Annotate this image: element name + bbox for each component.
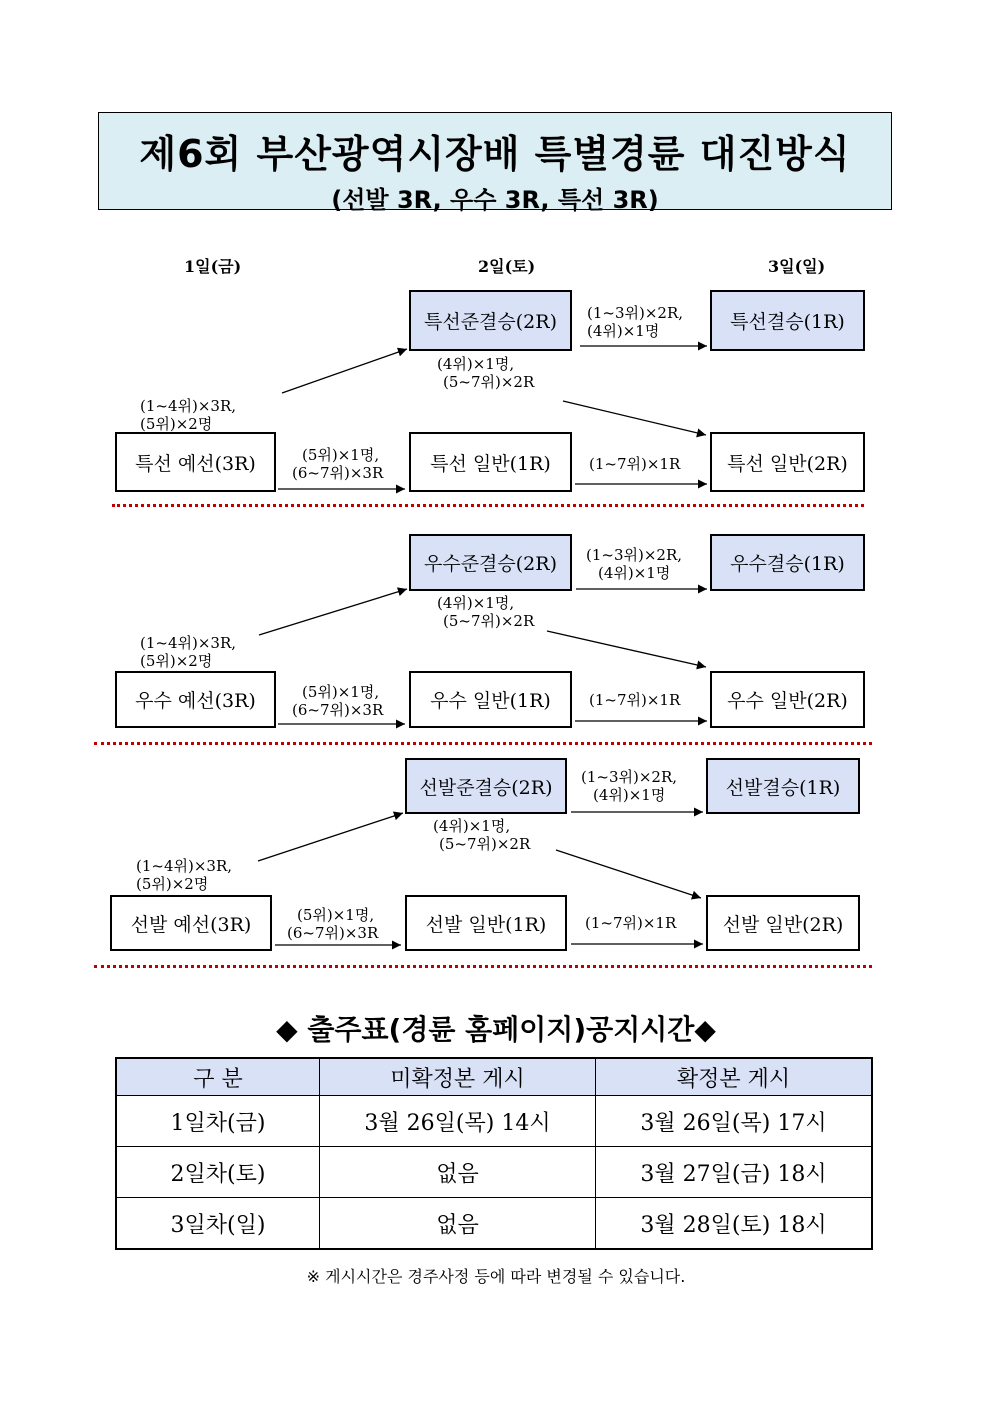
table-cell: 1일차(금) bbox=[116, 1096, 320, 1147]
node-s3-final: 선발결승(1R) bbox=[706, 758, 860, 814]
label-s2-prelim-right: (5위)×1명, (6~7위)×3R bbox=[292, 683, 384, 719]
node-s2-general-day2: 우수 일반(1R) bbox=[409, 671, 572, 728]
label-s1-semi-final: (1~3위)×2R, (4위)×1명 bbox=[587, 304, 684, 340]
node-s1-general-day3: 특선 일반(2R) bbox=[710, 432, 865, 492]
table-cell: 없음 bbox=[320, 1147, 596, 1198]
table-row bbox=[116, 1147, 872, 1198]
label-s1-general: (1~7위)×1R bbox=[589, 455, 681, 473]
label-s2-prelim-up: (1~4위)×3R, (5위)×2명 bbox=[140, 634, 237, 670]
table-cell: 3일차(일) bbox=[116, 1198, 320, 1250]
table-cell: 3월 26일(목) 14시 bbox=[320, 1096, 596, 1147]
node-s1-prelim: 특선 예선(3R) bbox=[115, 432, 276, 492]
table-row bbox=[116, 1198, 872, 1250]
arrow-s3-prelim-semi bbox=[258, 813, 403, 861]
label-s2-semi-down: (4위)×1명, (5~7위)×2R bbox=[437, 594, 535, 630]
table-cell: 2일차(토) bbox=[116, 1147, 320, 1198]
table-row bbox=[116, 1096, 872, 1147]
label-s3-general: (1~7위)×1R bbox=[585, 914, 677, 932]
table-header: 구 분 bbox=[116, 1058, 320, 1096]
day-header-2: 2일(토) bbox=[478, 257, 536, 276]
page-subtitle: (선발 3R, 우수 3R, 특선 3R) bbox=[331, 186, 659, 214]
label-s1-prelim-right: (5위)×1명, (6~7위)×3R bbox=[292, 446, 384, 482]
node-s3-general-day3: 선발 일반(2R) bbox=[706, 895, 860, 951]
arrow-s3-semi-general bbox=[556, 850, 701, 898]
notice-title: ◆ 출주표(경륜 홈페이지)공지시간◆ bbox=[276, 1013, 716, 1046]
arrow-s2-semi-general bbox=[547, 631, 706, 667]
table-cell: 3월 26일(목) 17시 bbox=[596, 1096, 873, 1147]
node-s2-final: 우수결승(1R) bbox=[710, 534, 865, 591]
node-s3-semi: 선발준결승(2R) bbox=[405, 758, 567, 814]
table-cell: 없음 bbox=[320, 1198, 596, 1250]
label-s3-prelim-up: (1~4위)×3R, (5위)×2명 bbox=[136, 857, 233, 893]
node-s2-general-day3: 우수 일반(2R) bbox=[710, 671, 865, 728]
label-s2-general: (1~7위)×1R bbox=[589, 691, 681, 709]
schedule-table bbox=[115, 1057, 873, 1250]
table-header: 확정본 게시 bbox=[596, 1058, 873, 1096]
node-s3-prelim: 선발 예선(3R) bbox=[110, 895, 272, 951]
arrow-s2-prelim-semi bbox=[259, 589, 407, 635]
table-header-row bbox=[116, 1058, 872, 1096]
divider-1 bbox=[112, 504, 864, 507]
day-header-1: 1일(금) bbox=[184, 257, 242, 276]
table-cell: 3월 28일(토) 18시 bbox=[596, 1198, 873, 1250]
arrow-s1-semi-general bbox=[563, 401, 706, 435]
arrow-s1-prelim-semi bbox=[282, 349, 407, 393]
node-s1-semi: 특선준결승(2R) bbox=[409, 290, 572, 351]
footnote: ※ 게시시간은 경주사정 등에 따라 변경될 수 있습니다. bbox=[306, 1267, 686, 1286]
node-s3-general-day2: 선발 일반(1R) bbox=[405, 895, 567, 951]
node-s2-prelim: 우수 예선(3R) bbox=[115, 671, 276, 728]
divider-2 bbox=[94, 742, 872, 745]
node-s1-final: 특선결승(1R) bbox=[710, 290, 865, 351]
node-s2-semi: 우수준결승(2R) bbox=[409, 534, 572, 591]
label-s1-prelim-up: (1~4위)×3R, (5위)×2명 bbox=[140, 397, 237, 433]
page-title: 제6회 부산광역시장배 특별경륜 대진방식 bbox=[139, 132, 851, 176]
table-header: 미확정본 게시 bbox=[320, 1058, 596, 1096]
label-s1-semi-down: (4위)×1명, (5~7위)×2R bbox=[437, 355, 535, 391]
divider-3 bbox=[94, 965, 872, 968]
label-s3-prelim-right: (5위)×1명, (6~7위)×3R bbox=[287, 906, 379, 942]
day-header-3: 3일(일) bbox=[768, 257, 826, 276]
node-s1-general-day2: 특선 일반(1R) bbox=[409, 432, 572, 492]
label-s3-semi-final: (1~3위)×2R, (4위)×1명 bbox=[581, 768, 678, 804]
table-cell: 3월 27일(금) 18시 bbox=[596, 1147, 873, 1198]
label-s2-semi-final: (1~3위)×2R, (4위)×1명 bbox=[586, 546, 683, 582]
label-s3-semi-down: (4위)×1명, (5~7위)×2R bbox=[433, 817, 531, 853]
